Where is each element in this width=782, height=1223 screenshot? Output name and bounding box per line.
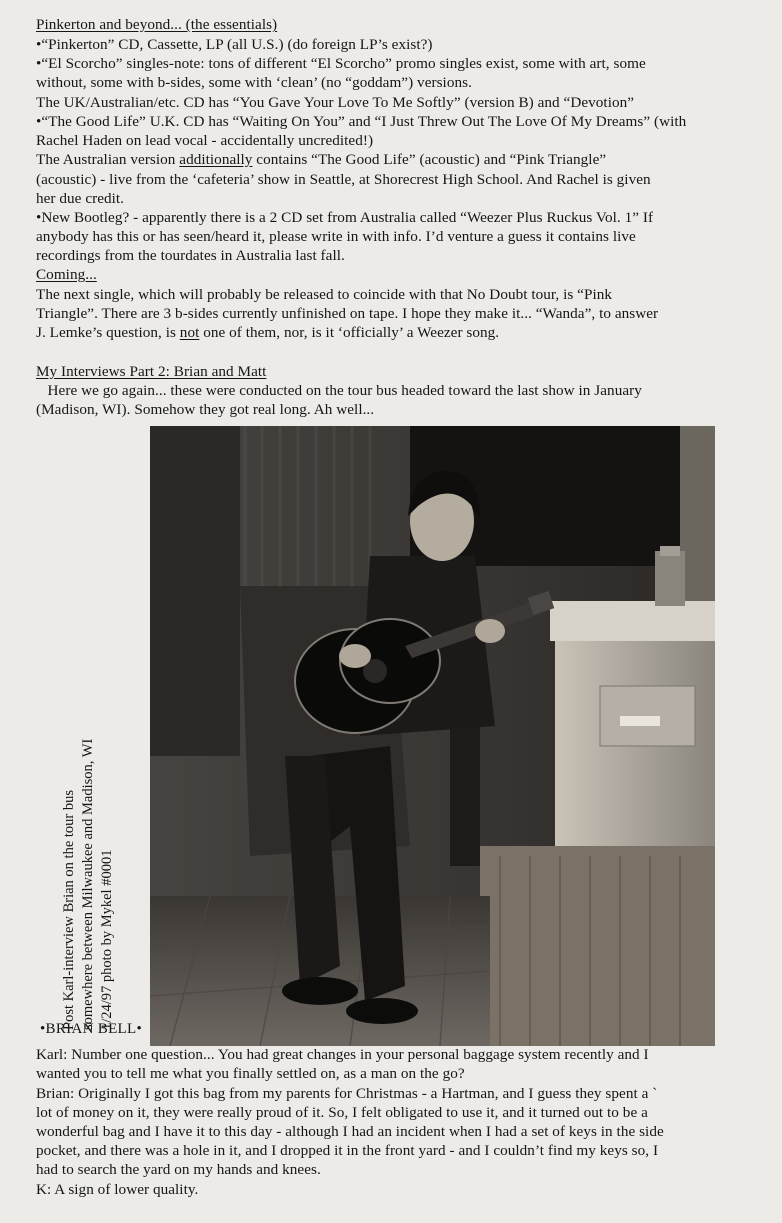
text-line: anybody has this or has seen/heard it, please write in with info. I’d venture a guess it contains live (36, 228, 636, 245)
interview-line: wanted you to tell me what you finally settled on, as a man on the go? (36, 1065, 465, 1082)
text-line: without, some with b-sides, some with ‘clean’ (no “goddam”) versions. (36, 74, 472, 91)
text-line: The UK/Australian/etc. CD has “You Gave Your Love To Me Softly” (version B) and “Devotion” (36, 94, 635, 111)
text-line: The next single, which will probably be released to coincide with that No Doubt tour, is “Pink (36, 286, 613, 303)
text-fragment: one of them, nor, is it ‘officially’ a Weezer song. (199, 324, 500, 341)
interview-line: had to search the yard on my hands and knees. (36, 1161, 321, 1178)
text-line-australian (36, 151, 606, 169)
text-line: recordings from the tourdates in Australia last fall. (36, 247, 345, 264)
text-fragment: My Interviews Part 2: (36, 363, 174, 380)
photo-caption (60, 610, 120, 1030)
interview-line: lot of money on it, they were really proud of it. So, I felt obligated to use it, and it turned out to be a (36, 1104, 648, 1121)
interview-line: pocket, and there was a hole in it, and I dropped it in the front yard - and I couldn’t find my keys so, I (36, 1142, 659, 1159)
text-fragment: The Australian version (36, 151, 180, 168)
underlined-word: additionally (179, 151, 253, 168)
intro-line: (Madison, WI). Somehow they got real long. Ah well... (36, 401, 375, 418)
section-heading-interviews (36, 363, 266, 381)
text-fragment: Brian and Matt (173, 363, 267, 380)
interview-line: Karl: Number one question... You had great changes in your personal baggage system recently and I (36, 1046, 649, 1063)
caption-line: 1/24/97 photo by Mykel #0001 (99, 849, 115, 1030)
section-heading-pinkerton: Pinkerton and beyond... (the essentials) (36, 16, 278, 33)
text-line: •“Pinkerton” CD, Cassette, LP (all U.S.) (do foreign LP’s exist?) (36, 36, 433, 53)
section-heading-coming: Coming... (36, 266, 97, 283)
text-fragment: contains “The Good Life” (acoustic) and “Pink Triangle” (252, 151, 607, 168)
caption-line: somewhere between Milwaukee and Madison, WI (80, 738, 96, 1030)
photo-illustration (150, 426, 715, 1046)
photo-brian-bell (150, 426, 715, 1046)
text-line: •New Bootleg? - apparently there is a 2 CD set from Australia called “Weezer Plus Ruckus Vol. 1” If (36, 209, 654, 226)
text-line: Rachel Haden on lead vocal - accidentally uncredited!) (36, 132, 374, 149)
interview-line: K: A sign of lower quality. (36, 1181, 199, 1198)
text-line: •“The Good Life” U.K. CD has “Waiting On You” and “I Just Threw Out The Love Of My Dreams” (with (36, 113, 687, 130)
text-fragment: J. Lemke’s question, is (36, 324, 180, 341)
caption-line: Post Karl-interview Brian on the tour bus (61, 789, 77, 1030)
text-line: Triangle”. There are 3 b-sides currently unfinished on tape. I hope they make it... “Wanda”, to answer (36, 305, 659, 322)
text-line: her due credit. (36, 190, 125, 207)
text-line: •“El Scorcho” singles-note: tons of different “El Scorcho” promo singles exist, some with art, some (36, 55, 646, 72)
intro-line: Here we go again... these were conducted on the tour bus headed toward the last show in January (36, 382, 642, 399)
interview-line: Brian: Originally I got this bag from my parents for Christmas - a Hartman, and I guess they spent a ` (36, 1085, 658, 1102)
underlined-word: not (179, 324, 200, 341)
photo-name-label: •BRIAN BELL• (40, 1021, 143, 1037)
text-line-lemke (36, 324, 499, 342)
interview-line: wonderful bag and I have it to this day - although I had an incident when I had a set of keys in the side (36, 1123, 664, 1140)
text-line: (acoustic) - live from the ‘cafeteria’ show in Seattle, at Shorecrest High School. And Rachel is given (36, 171, 651, 188)
